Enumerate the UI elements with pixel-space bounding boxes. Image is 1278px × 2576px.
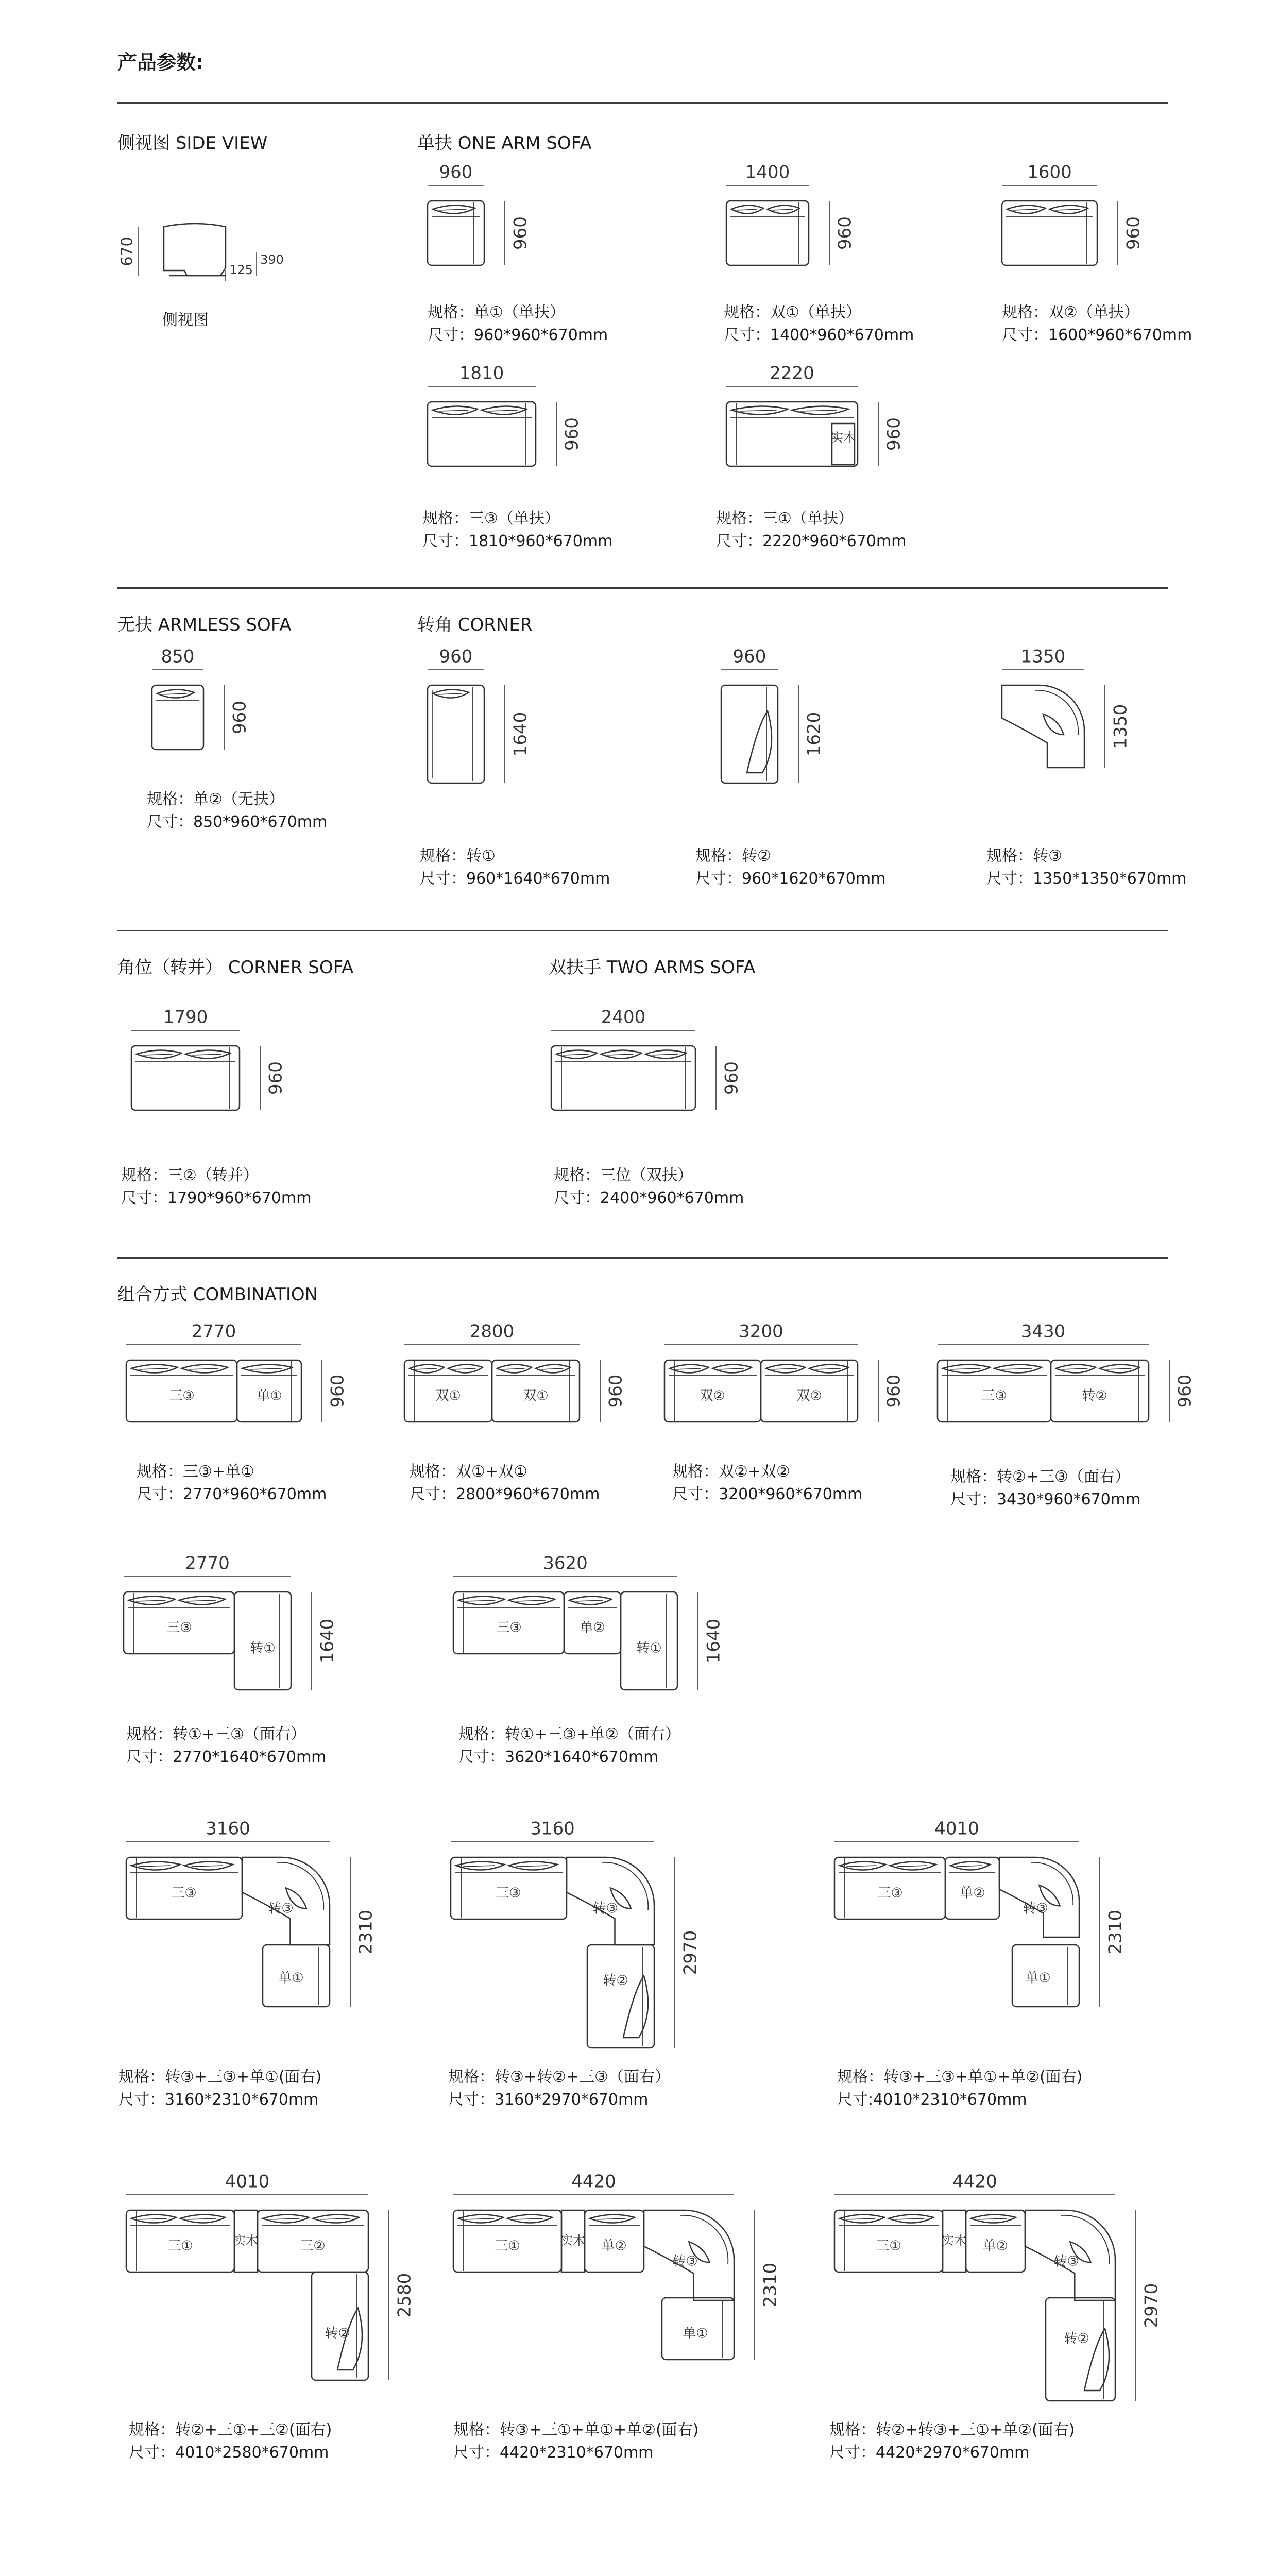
item-20-drawing: [126, 2171, 430, 2416]
block-label: 三③: [171, 1885, 197, 1901]
height-dim-text: 1350: [1110, 704, 1131, 749]
height-dim-text: 960: [721, 1061, 742, 1095]
item-size: 尺寸：2400*960*670mm: [554, 1189, 744, 1207]
item-size: 尺寸：2800*960*670mm: [410, 1485, 600, 1503]
item-size: 尺寸：1600*960*670mm: [1002, 326, 1192, 344]
item-size: 尺寸：1400*960*670mm: [724, 326, 914, 344]
cushion-seam: [139, 1866, 170, 1867]
item-size: 尺寸：2770*1640*670mm: [126, 1748, 327, 1766]
height-dim-text: 2580: [394, 2273, 415, 2318]
block-label: 转②: [325, 2326, 350, 2342]
section-divider: [117, 102, 1168, 104]
block-label: 三③: [496, 1620, 522, 1636]
height-dim-text: 960: [605, 1374, 626, 1408]
item-8-drawing: [1002, 646, 1146, 804]
cushion-seam: [895, 2218, 925, 2219]
sofa-block: [551, 1046, 695, 1110]
height-dim-text: 960: [229, 701, 250, 734]
pillow-shape: [747, 711, 772, 773]
cushion-seam: [736, 209, 757, 210]
item-size: 尺寸：960*960*670mm: [428, 326, 608, 344]
block-label: 单②: [601, 2238, 627, 2254]
cushion-seam: [502, 1368, 525, 1369]
section-corner-sofa: 角位（转并） CORNER SOFA: [117, 957, 354, 978]
cushion-seam: [772, 1368, 797, 1369]
cushion-seam: [516, 1866, 548, 1867]
height-dim-text: 960: [510, 216, 531, 250]
block-label: 转②: [603, 1973, 628, 1989]
width-dim-text: 2770: [185, 1553, 230, 1574]
block-label: 转②: [1064, 2331, 1089, 2347]
cushion-seam: [950, 1368, 981, 1369]
item-10-drawing: [551, 1007, 757, 1146]
round-corner-back-line: [1031, 1862, 1073, 1905]
width-dim-text: 3160: [206, 1818, 250, 1839]
block-label: 三①: [876, 2238, 901, 2254]
item-18-drawing: [451, 1818, 716, 2084]
width-dim-text: 1400: [745, 162, 790, 183]
width-dim-text: 4420: [571, 2171, 616, 2192]
cushion-seam: [846, 1866, 876, 1867]
block-label: 转③: [268, 1901, 294, 1917]
block-label: 转③: [1053, 2253, 1079, 2269]
cushion-seam: [439, 209, 466, 210]
side-view-drawing: [117, 206, 334, 361]
cushion-seam: [575, 1600, 603, 1601]
width-dim-text: 4420: [952, 2171, 997, 2192]
cushion-seam: [978, 2218, 1007, 2219]
height-dim-text: 1640: [703, 1618, 724, 1664]
width-dim-text: 2770: [191, 1321, 236, 1342]
block-label: 单②: [960, 1885, 985, 1901]
block-label: 双①: [435, 1388, 461, 1404]
height-dim-text: 2310: [760, 2262, 781, 2308]
cushion-seam: [846, 2218, 876, 2219]
item-size: 尺寸：3430*960*670mm: [950, 1490, 1141, 1509]
width-dim-text: 960: [439, 646, 473, 667]
cushion-seam: [189, 1368, 218, 1369]
cushion-seam: [516, 1600, 546, 1601]
cushion-seam: [163, 693, 187, 694]
width-dim-text: 3160: [530, 1818, 575, 1839]
height-dim-text: 960: [265, 1061, 286, 1095]
width-dim-text: 2220: [770, 363, 814, 384]
item-21-drawing: [453, 2171, 796, 2396]
item-5-drawing: [152, 646, 265, 786]
cushion-seam: [607, 1054, 633, 1055]
item-12-drawing: [404, 1321, 641, 1458]
item-15-drawing: [124, 1553, 353, 1726]
corner-pillow: [1043, 714, 1064, 735]
cushion-seam: [269, 2218, 299, 2219]
item-spec: 规格：转②+三③（面右）: [950, 1468, 1130, 1486]
side-depth-text: 390: [260, 252, 284, 267]
width-dim-text: 3620: [543, 1553, 588, 1574]
width-dim-text: 4010: [225, 2171, 270, 2192]
side-view-caption: 侧视图: [162, 311, 209, 329]
cushion-seam: [186, 1600, 216, 1601]
cushion-seam: [1106, 1368, 1132, 1369]
item-13-drawing: [664, 1321, 919, 1458]
wood-block-label: 实木: [233, 2233, 258, 2248]
item-spec: 规格：双①+双①: [410, 1463, 527, 1481]
item-spec: 规格：三位（双扶）: [554, 1166, 693, 1184]
cushion-seam: [719, 1368, 744, 1369]
cushion-seam: [453, 1368, 476, 1369]
block-label: 转③: [672, 2253, 698, 2269]
item-spec: 规格：三②（转并）: [121, 1166, 259, 1184]
section-divider: [117, 930, 1168, 931]
item-spec: 规格：转①+三③（面右）: [126, 1725, 306, 1743]
width-dim-text: 1810: [459, 363, 504, 384]
item-size: 尺寸：2770*960*670mm: [137, 1485, 327, 1503]
item-spec: 规格：单①（单扶）: [428, 303, 565, 321]
item-size: 尺寸：3160*2310*670mm: [118, 2091, 319, 2109]
height-dim-text: 960: [883, 417, 905, 451]
section-two-arms: 双扶手 TWO ARMS SOFA: [549, 957, 756, 978]
item-spec: 规格：转③+三①+单①+单②(面右): [453, 2421, 699, 2439]
cushion-seam: [740, 410, 776, 411]
item-size: 尺寸：2220*960*670mm: [716, 532, 907, 550]
block-label: 三③: [877, 1885, 903, 1901]
block-label: 转③: [592, 1901, 618, 1917]
width-dim-text: 1600: [1027, 162, 1072, 183]
cushion-seam: [514, 2218, 543, 2219]
height-dim-text: 960: [834, 216, 856, 250]
chaise-block: [587, 1945, 654, 2048]
cushion-seam: [652, 1054, 678, 1055]
width-dim-text: 3200: [739, 1321, 783, 1342]
cushion-seam: [465, 1600, 495, 1601]
item-2-drawing: [1002, 162, 1159, 301]
cushion-seam: [1055, 209, 1080, 210]
height-dim-text: 2970: [680, 1930, 701, 1975]
item-size: 尺寸：960*1640*670mm: [420, 870, 610, 888]
chaise-block: [1046, 2298, 1115, 2401]
cushion-seam: [465, 2218, 495, 2219]
height-dim-text: 2970: [1141, 2283, 1162, 2328]
block-label: 三③: [496, 1885, 521, 1901]
height-dim-text: 960: [561, 417, 583, 451]
section-divider: [117, 1257, 1168, 1259]
section-armless: 无扶 ARMLESS SOFA: [117, 615, 292, 635]
cushion-seam: [192, 1054, 221, 1055]
block-label: 三③: [166, 1620, 192, 1636]
item-11-drawing: [126, 1321, 363, 1458]
cushion-seam: [439, 410, 469, 411]
item-size: 尺寸：3620*1640*670mm: [458, 1748, 659, 1766]
item-spec: 规格：转②+转③+三①+单②(面右): [829, 2421, 1075, 2439]
wood-block-label: 实木: [942, 2233, 966, 2248]
chaise-block: [428, 685, 484, 783]
round-corner-block: [1002, 685, 1084, 768]
item-19-drawing: [834, 1818, 1141, 2043]
item-size: 尺寸：4010*2580*670mm: [129, 2444, 329, 2462]
height-dim-text: 960: [327, 1374, 348, 1408]
item-size: 尺寸：4420*2310*670mm: [453, 2444, 654, 2462]
height-dim-text: 2310: [355, 1909, 377, 1955]
block-label: 三①: [495, 2238, 520, 2254]
cushion-seam: [192, 1866, 223, 1867]
cushion-seam: [143, 1054, 173, 1055]
cushion-seam: [800, 410, 837, 411]
height-dim-text: 1620: [804, 711, 825, 757]
block-label: 转①: [636, 1640, 662, 1656]
section-divider: [117, 587, 1168, 589]
item-7-drawing: [721, 646, 840, 819]
item-size: 尺寸:4010*2310*670mm: [837, 2091, 1027, 2109]
block-label: 双②: [796, 1388, 822, 1404]
cushion-seam: [320, 2218, 350, 2219]
cushion-seam: [1001, 1368, 1032, 1369]
item-size: 尺寸：1790*960*670mm: [121, 1189, 312, 1207]
block-label: 三③: [169, 1388, 195, 1404]
item-size: 尺寸：850*960*670mm: [147, 813, 328, 831]
item-spec: 规格：转②: [695, 847, 771, 865]
item-spec: 规格：单②（无扶）: [147, 790, 284, 808]
cushion-seam: [597, 2218, 626, 2219]
block-label: 单②: [580, 1620, 605, 1636]
side-profile: [164, 224, 226, 276]
cushion-seam: [1013, 209, 1037, 210]
item-spec: 规格：转③+转②+三③（面右）: [448, 2068, 670, 2086]
width-dim-text: 2400: [601, 1007, 646, 1028]
width-dim-text: 1350: [1020, 646, 1066, 667]
item-spec: 规格：转②+三①+三②(面右): [129, 2421, 332, 2439]
width-dim-text: 1790: [163, 1007, 208, 1028]
cushion-seam: [135, 1600, 165, 1601]
item-size: 尺寸：3200*960*670mm: [672, 1485, 863, 1503]
cushion-seam: [187, 2218, 216, 2219]
cushion-seam: [438, 693, 462, 694]
block-label: 单②: [982, 2238, 1008, 2254]
width-dim-text: 960: [439, 162, 473, 183]
round-corner-block: [999, 1857, 1079, 1937]
block-label: 单①: [257, 1388, 282, 1404]
item-size: 尺寸：1350*1350*670mm: [986, 870, 1187, 888]
item-size: 尺寸：4420*2970*670mm: [829, 2444, 1030, 2462]
item-spec: 规格：三①（单扶）: [716, 510, 854, 528]
block-label: 转②: [1082, 1388, 1107, 1404]
height-dim-text: 2310: [1105, 1909, 1126, 1955]
cushion-seam: [563, 1054, 589, 1055]
item-1-drawing: [726, 162, 871, 301]
width-dim-text: 850: [161, 646, 195, 667]
item-spec: 规格：双②（单扶）: [1002, 303, 1139, 321]
item-spec: 规格：双①（单扶）: [724, 303, 861, 321]
cushion-seam: [897, 1866, 927, 1867]
cushion-seam: [488, 410, 518, 411]
item-size: 尺寸：1810*960*670mm: [422, 532, 613, 550]
item-4-drawing: [726, 363, 919, 502]
cushion-seam: [957, 1866, 982, 1867]
side-height-text: 670: [118, 236, 137, 266]
item-spec: 规格：转③+三③+单①(面右): [118, 2068, 322, 2086]
block-label: 转③: [1023, 1901, 1048, 1917]
cushion-seam: [675, 1368, 701, 1369]
block-label: 三②: [300, 2238, 326, 2254]
cushion-seam: [463, 1866, 495, 1867]
height-dim-text: 1640: [510, 711, 531, 757]
width-dim-text: 2800: [469, 1321, 515, 1342]
item-spec: 规格：双②+双②: [672, 1463, 790, 1481]
cushion-seam: [772, 209, 793, 210]
cushion-seam: [138, 2218, 167, 2219]
section-combination: 组合方式 COMBINATION: [117, 1284, 318, 1305]
item-0-drawing: [428, 162, 546, 301]
side-seat-text: 125: [229, 263, 253, 277]
round-corner-back-line: [1035, 690, 1078, 735]
width-dim-text: 960: [732, 646, 766, 667]
item-size: 尺寸：3160*2970*670mm: [448, 2091, 649, 2109]
block-label: 双①: [523, 1388, 549, 1404]
cushion-seam: [815, 1368, 840, 1369]
item-3-drawing: [428, 363, 598, 502]
item-size: 尺寸：960*1620*670mm: [695, 870, 886, 888]
item-spec: 规格：转①+三③+单②（面右）: [458, 1725, 680, 1743]
item-spec: 规格：转③+三③+单①+单②(面右): [837, 2068, 1083, 2086]
section-side-view: 侧视图 SIDE VIEW: [117, 133, 268, 154]
block-label: 双②: [700, 1388, 725, 1404]
cushion-seam: [250, 1368, 282, 1369]
block-label: 三③: [981, 1388, 1007, 1404]
item-spec: 规格：转①: [420, 847, 496, 865]
item-spec: 规格：转③: [986, 847, 1062, 865]
block-label: 单①: [278, 1970, 304, 1986]
item-17-drawing: [126, 1818, 391, 2043]
item-16-drawing: [453, 1553, 739, 1726]
cushion-seam: [541, 1368, 564, 1369]
width-dim-text: 4010: [934, 1818, 979, 1839]
item-6-drawing: [428, 646, 546, 819]
section-corner: 转角 CORNER: [417, 615, 533, 635]
wood-block-label: 实木: [560, 2233, 585, 2248]
wood-block-label: 实木: [831, 430, 856, 445]
height-dim-text: 960: [1174, 1374, 1196, 1408]
section-one-arm: 单扶 ONE ARM SOFA: [417, 133, 592, 154]
item-14-drawing: [938, 1321, 1211, 1458]
block-label: 单①: [683, 2326, 708, 2342]
chaise-block: [721, 685, 778, 783]
page-title: 产品参数:: [117, 51, 204, 74]
cushion-seam: [1062, 1368, 1088, 1369]
block-label: 转①: [250, 1640, 276, 1656]
block-label: 单①: [1025, 1970, 1051, 1986]
cushion-seam: [415, 1368, 437, 1369]
item-9-drawing: [131, 1007, 301, 1146]
height-dim-text: 1640: [317, 1618, 338, 1664]
width-dim-text: 3430: [1020, 1321, 1066, 1342]
cushion-seam: [138, 1368, 168, 1369]
height-dim-text: 960: [883, 1374, 905, 1408]
height-dim-text: 960: [1123, 216, 1144, 250]
item-spec: 规格：三③（单扶）: [422, 510, 560, 528]
block-label: 三①: [167, 2238, 193, 2254]
item-spec: 规格：三③+单①: [137, 1463, 254, 1481]
item-22-drawing: [834, 2171, 1177, 2437]
